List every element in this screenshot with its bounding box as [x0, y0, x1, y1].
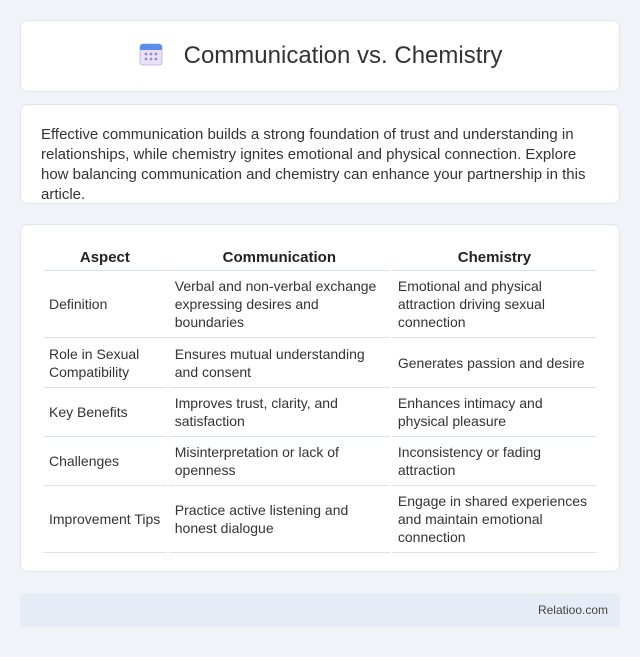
footer-brand: Relatioo.com	[537, 603, 608, 617]
column-header-chemistry: Chemistry	[392, 245, 597, 271]
table-cell: Enhances intimacy and physical pleasure	[392, 388, 597, 437]
table-row	[43, 437, 597, 486]
table-row	[43, 338, 597, 388]
header-card	[20, 20, 620, 92]
table-cell: Improves trust, clarity, and satisfaction	[169, 388, 390, 437]
table-row	[43, 271, 597, 338]
table-cell: Practice active listening and honest dialogue	[169, 486, 390, 553]
table-cell: Generates passion and desire	[392, 338, 597, 388]
column-header-communication: Communication	[169, 245, 390, 271]
header	[138, 41, 503, 72]
column-header-aspect: Aspect	[43, 245, 167, 271]
table-cell: Key Benefits	[43, 388, 167, 437]
table-row	[43, 486, 597, 553]
intro-card	[20, 104, 620, 204]
comparison-table	[41, 245, 599, 553]
footer	[20, 593, 620, 627]
table-cell: Emotional and physical attraction driving sexual connection	[392, 271, 597, 338]
table-cell: Engage in shared experiences and maintain emotional connection	[392, 486, 597, 553]
calendar-icon	[138, 41, 164, 72]
table-row	[43, 388, 597, 437]
table-cell: Verbal and non-verbal exchange expressing desires and boundaries	[169, 271, 390, 338]
table-cell: Definition	[43, 271, 167, 338]
table-cell: Inconsistency or fading attraction	[392, 437, 597, 486]
table-header-row	[43, 245, 597, 271]
intro-text: Effective communication builds a strong foundation of trust and understanding in relationships, while chemistry ignites emotional and physical connection. Explore how balancing communication and chemistry can enhance your partnership in this article.	[41, 126, 586, 203]
table-cell: Improvement Tips	[43, 486, 167, 553]
table-cell: Misinterpretation or lack of openness	[169, 437, 390, 486]
table-cell: Ensures mutual understanding and consent	[169, 338, 390, 388]
page-title: Communication vs. Chemistry	[183, 42, 503, 69]
table-cell: Role in Sexual Compatibility	[43, 338, 167, 388]
table-cell: Challenges	[43, 437, 167, 486]
comparison-card	[20, 224, 620, 572]
